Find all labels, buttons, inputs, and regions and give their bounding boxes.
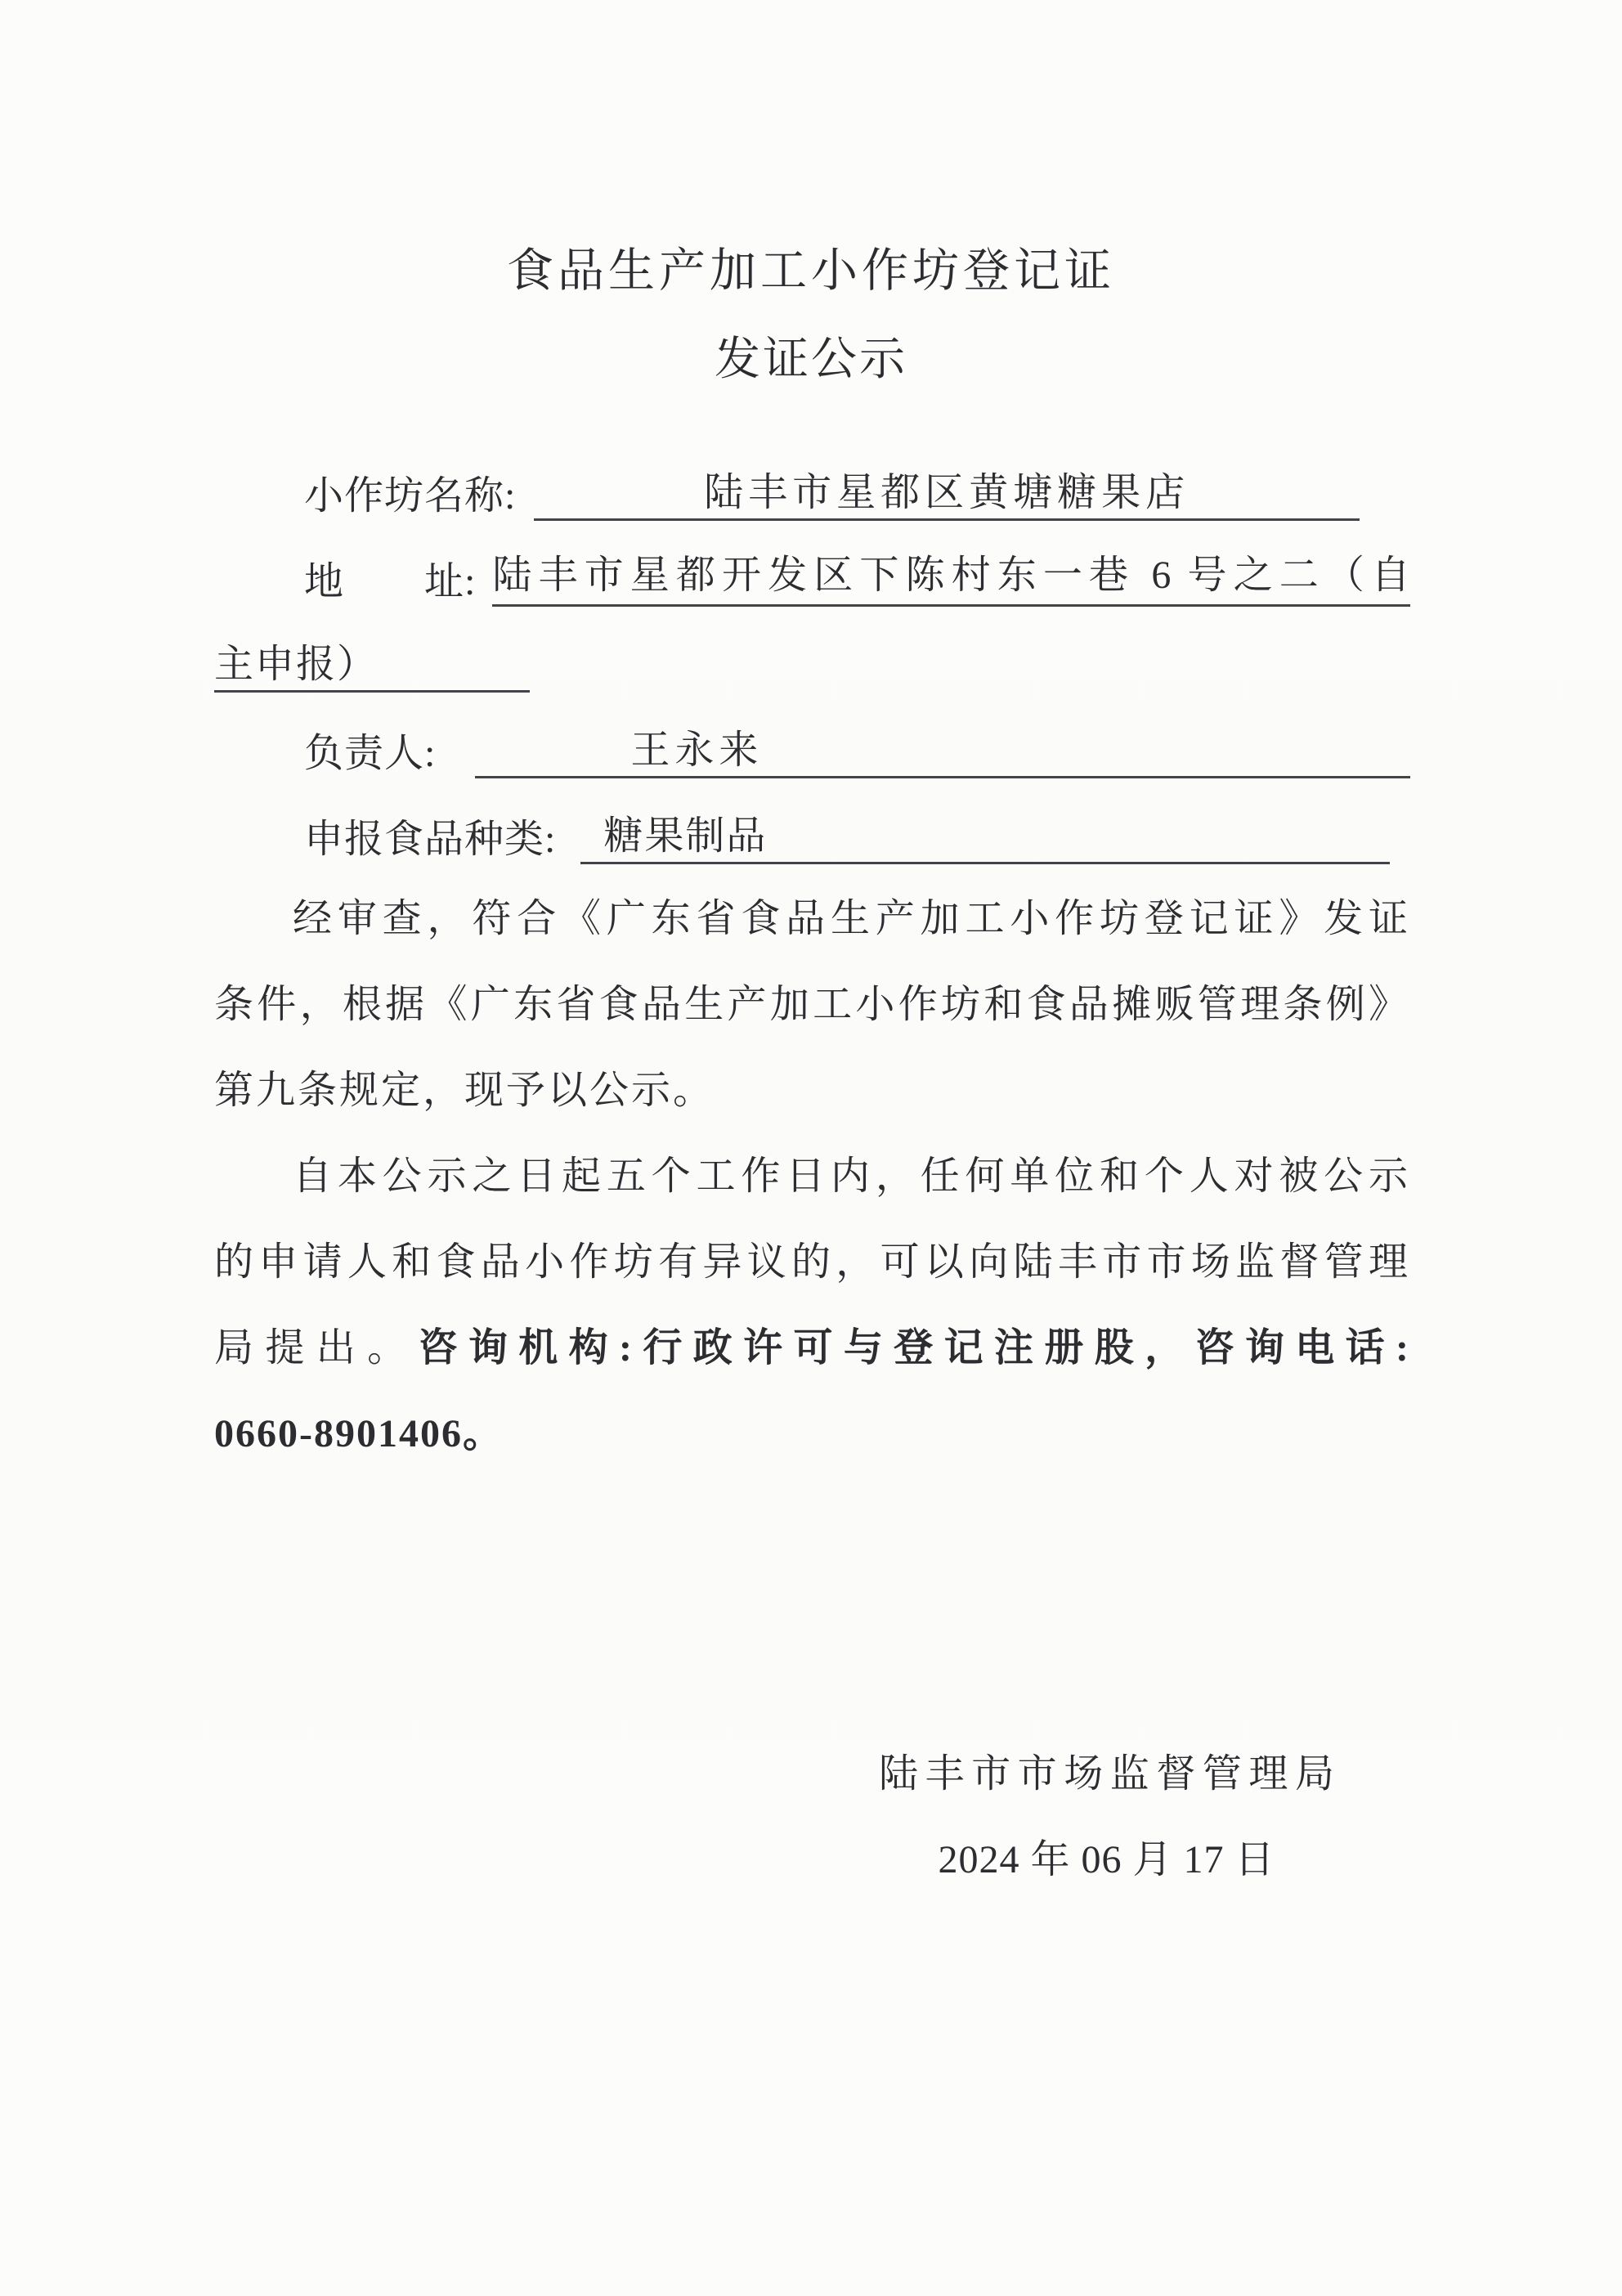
person-in-charge-label: 负责人: xyxy=(304,732,437,775)
field-row-address-continuation xyxy=(214,618,1410,704)
workshop-name-underline xyxy=(534,470,1360,521)
field-row-address xyxy=(214,532,1410,618)
field-row-workshop-name xyxy=(214,446,1410,532)
field-row-person-in-charge xyxy=(214,704,1410,790)
document-title: 食品生产加工小作坊登记证 xyxy=(507,245,1115,297)
issuing-agency-name: 陆丰市市场监督管理局 xyxy=(879,1752,1334,1796)
objection-line-3-normal: 局提出。 xyxy=(214,1326,419,1370)
food-category-underline xyxy=(580,814,1390,864)
food-category-label: 申报食品种类: xyxy=(304,818,557,861)
issue-date: 2024 年 06 月 17 日 xyxy=(938,1838,1275,1881)
workshop-name-label: 小作坊名称: xyxy=(304,474,517,518)
review-line-2: 条件，根据《广东省食品生产加工小作坊和食品摊贩管理条例》 xyxy=(214,983,1410,1026)
review-line-3: 第九条规定，现予以公示。 xyxy=(214,1069,715,1112)
person-in-charge-value: 王永来 xyxy=(630,729,764,772)
food-category-value: 糖果制品 xyxy=(603,814,768,858)
paragraph-objection xyxy=(214,1133,1410,1477)
address-continuation-underline xyxy=(214,642,530,693)
consultation-agency-bold: 咨询机构:行政许可与登记注册股，咨询电话: xyxy=(418,1326,1410,1370)
address-value: 陆丰市星都开发区下陈村东一巷 6 号之二（自 xyxy=(492,554,1410,597)
workshop-name-value: 陆丰市星都区黄塘糖果店 xyxy=(704,471,1190,514)
review-line-1: 经审查，符合《广东省食品生产加工小作坊登记证》发证 xyxy=(293,897,1410,940)
field-row-food-category xyxy=(214,790,1410,876)
address-underline xyxy=(492,556,1410,607)
objection-line-3 xyxy=(214,1305,1410,1391)
person-in-charge-underline xyxy=(475,728,1410,778)
paragraph-review xyxy=(214,876,1410,1133)
objection-phone-line xyxy=(214,1391,1410,1477)
document-subtitle: 发证公示 xyxy=(715,334,907,385)
objection-line-1: 自本公示之日起五个工作日内，任何单位和个人对被公示 xyxy=(293,1155,1410,1198)
consultation-phone-number: 0660-8901406。 xyxy=(214,1412,504,1455)
objection-line-2: 的申请人和食品小作坊有异议的，可以向陆丰市市场监督管理 xyxy=(214,1240,1410,1284)
address-continuation-value: 主申报） xyxy=(214,643,379,686)
document-body xyxy=(214,446,1410,1903)
signature-block xyxy=(879,1731,1334,1903)
form-fields xyxy=(214,446,1410,876)
address-label: 地 址: xyxy=(304,560,477,603)
